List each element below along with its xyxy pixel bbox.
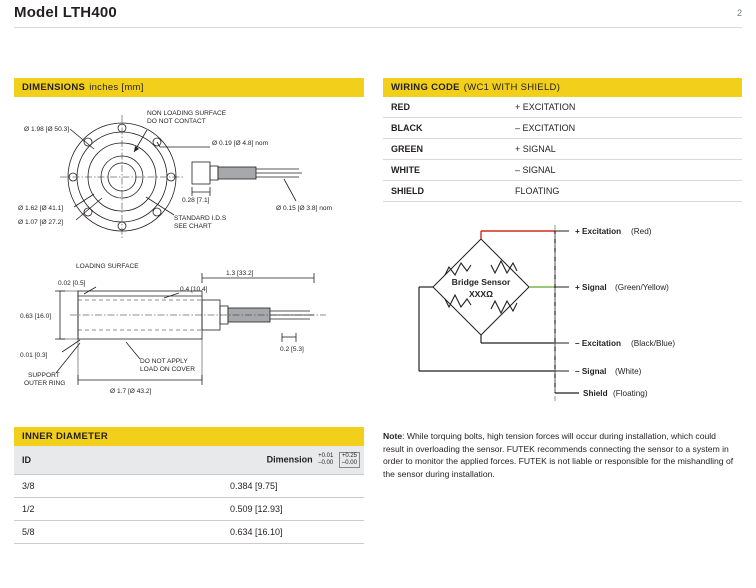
lead-color-minus-excitation: (Black/Blue) [631,339,676,348]
label-dim-13: 1.3 [33.2] [226,270,254,277]
wiring-panel [383,97,742,414]
tolerance-inch-lower: –0.00 [318,460,334,466]
bridge-schematic [383,225,742,415]
dimensions-section-header [14,78,364,97]
label-support-ring: SUPPORT [28,372,60,379]
dimension-value: 0.634 [16.10] [158,521,364,544]
label-od-162: Ø 1.62 [Ø 41.1] [18,205,64,212]
label-hole-019: Ø 0.19 [Ø 4.8] nom [212,140,269,147]
column-header-id: ID [14,446,158,475]
installation-note [383,430,735,480]
tolerance-mm [339,452,360,468]
wire-function: – EXCITATION [507,118,742,139]
inner-diameter-table [14,446,364,544]
id-value: 5/8 [14,521,158,544]
table-header-row [14,446,364,475]
label-od-107: Ø 1.07 [Ø 27.2] [18,219,64,226]
wire-name: RED [383,97,507,118]
lead-color-shield: (Floating) [613,389,648,398]
dimensions-title: DIMENSIONS [22,82,86,93]
lead-label-minus-signal: – Signal [575,367,607,376]
label-loading-surface: LOADING SURFACE [76,263,139,270]
label-no-load: DO NOT APPLY [140,358,188,365]
lead-label-plus-excitation: + Excitation [575,227,622,236]
wiring-subtitle: (WC1 WITH SHIELD) [463,82,561,93]
page-title: Model LTH400 [14,4,117,21]
note-label: Note [383,431,403,441]
wiring-section-header [383,78,742,97]
label-support-ring-2: OUTER RING [24,380,66,387]
wire-function: FLOATING [507,181,742,202]
wire-name: GREEN [383,139,507,160]
wire-function: + EXCITATION [507,97,742,118]
dimension-value: 0.384 [9.75] [158,475,364,498]
label-cable-015: Ø 0.15 [Ø 3.8] nom [276,205,333,212]
tolerance-mm-lower: –0.00 [341,460,357,466]
wire-name: BLACK [383,118,507,139]
label-non-loading-surface: NON LOADING SURFACE [147,110,227,117]
label-non-loading-surface-2: DO NOT CONTACT [147,118,206,125]
table-row [383,181,742,202]
dimensions-subtitle: inches [mm] [89,82,144,93]
note-text: : While torquing bolts, high tension forces will occur during installation, which could result in overloading the sensor. FUTEK recommends connecting the sensor to a system in order to monitor the applied forces. FUTEK is not liable or responsible for the mishandling of the sensor during installation. [383,431,734,479]
wiring-title: WIRING CODE [391,82,460,93]
wire-function: + SIGNAL [507,139,742,160]
table-row [383,118,742,139]
label-dim-17: Ø 1.7 [Ø 43.2] [110,388,152,395]
inner-diameter-title: INNER DIAMETER [22,431,109,442]
table-row [383,139,742,160]
label-dim-028: 0.28 [7.1] [182,197,210,204]
id-value: 1/2 [14,498,158,521]
wire-function: – SIGNAL [507,160,742,181]
label-od-198: Ø 1.98 [Ø 50.3] [24,126,70,133]
tolerance-mm-upper: +0.25 [341,453,357,459]
wire-name: WHITE [383,160,507,181]
label-standard-ids: STANDARD I.D.S [174,215,227,222]
table-row [14,521,364,544]
lead-label-plus-signal: + Signal [575,283,607,292]
column-header-dimension-text: Dimension [266,454,313,465]
label-dim-04: 0.4 [10.4] [180,286,208,293]
lead-label-shield: Shield [583,389,608,398]
label-dim-002: 0.02 [0.5] [58,280,86,287]
inner-diameter-section-header [14,427,364,446]
lead-color-plus-excitation: (Red) [631,227,652,236]
lead-label-minus-excitation: – Excitation [575,339,621,348]
tolerance-inch-upper: +0.01 [318,453,334,459]
id-value: 3/8 [14,475,158,498]
lead-color-plus-signal: (Green/Yellow) [615,283,669,292]
lead-color-minus-signal: (White) [615,367,642,376]
column-header-dimension [158,446,364,475]
label-no-load-2: LOAD ON COVER [140,366,195,373]
label-standard-ids-2: SEE CHART [174,223,212,230]
dimensions-drawing [14,97,364,414]
table-row [14,498,364,521]
table-row [14,475,364,498]
page-number: 2 [736,8,742,18]
bridge-label: Bridge Sensor [451,277,511,287]
tolerance-inch [318,453,333,467]
header-divider [14,27,742,28]
table-row [383,97,742,118]
label-dim-063: 0.63 [16.0] [20,313,52,320]
label-dim-001: 0.01 [0.3] [20,352,48,359]
wire-name: SHIELD [383,181,507,202]
table-row [383,160,742,181]
dimension-value: 0.509 [12.93] [158,498,364,521]
wiring-code-table [383,97,742,202]
label-dim-02: 0.2 [5.3] [280,346,304,353]
bridge-value: XXXΩ [468,289,494,299]
